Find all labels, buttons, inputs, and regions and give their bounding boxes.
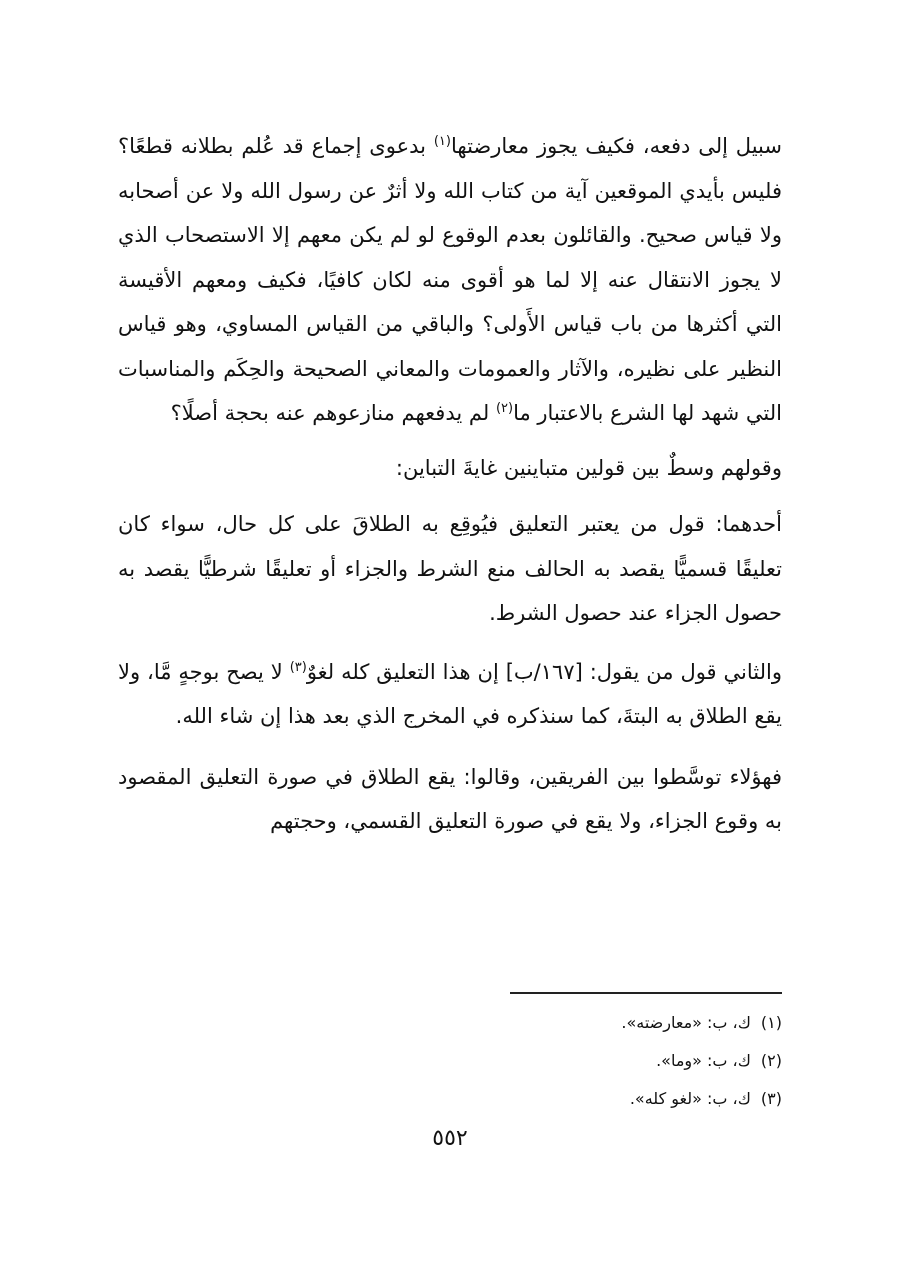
paragraph-1-text-b: بدعوى إجماع قد عُلم بطلانه قطعًا؟ فليس بأيدي الموقعين آية من كتاب الله ولا أثرٌ عن رسول الله ولا عن أصحابه ولا قياس صحيح. والقائلون بعدم الوقوع لو لم يكن معهم إلا الاستصحاب الذي لا يجوز الانتقال عنه إلا لما هو أقوى منه لكان كافيًا، فكيف ومعهم الأقيسة التي أكثرها من باب قياس الأَولى؟ والباقي من القياس المساوي، وهو قياس النظير على نظيره، والآثار والعمومات والمعاني الصحيحة والحِكَم والمناسبات التي شهد لها الشرع بالاعتبار ما bbox=[118, 134, 782, 425]
paragraph-1 bbox=[118, 124, 782, 436]
footnotes bbox=[118, 1004, 782, 1118]
footnote-ref-3: (٣) bbox=[289, 659, 307, 675]
footnote-3 bbox=[118, 1080, 782, 1118]
paragraph-1-text-c: لم يدفعهم منازعوهم عنه بحجة أصلًا؟ bbox=[170, 401, 496, 425]
footnote-1 bbox=[118, 1004, 782, 1042]
footnote-ref-1: (١) bbox=[433, 134, 451, 149]
footnote-3-text: ك، ب: «لغو كله». bbox=[629, 1089, 751, 1108]
paragraph-3 bbox=[118, 502, 782, 636]
footnote-2 bbox=[118, 1042, 782, 1080]
paragraph-4-text-a: والثاني قول من يقول: [١٦٧/ب] إن هذا التعليق كله لغوٌ bbox=[306, 659, 782, 684]
footnote-1-number: (١) bbox=[760, 1013, 782, 1032]
footnote-2-text: ك، ب: «وما». bbox=[656, 1051, 751, 1070]
footnote-separator bbox=[510, 992, 782, 994]
paragraph-5 bbox=[118, 755, 782, 844]
footnote-3-number: (٣) bbox=[760, 1089, 782, 1108]
footnote-2-number: (٢) bbox=[760, 1051, 782, 1070]
paragraph-1-text-a: سبيل إلى دفعه، فكيف يجوز معارضتها bbox=[450, 134, 782, 158]
paragraph-3-text: أحدهما: قول من يعتبر التعليق فيُوقِع به الطلاقَ على كل حال، سواء كان تعليقًا قسميًّا يقصد به الحالف منع الشرط والجزاء أو تعليقًا شرطيًّا يقصد به حصول الجزاء عند حصول الشرط. bbox=[118, 512, 782, 625]
paragraph-4 bbox=[118, 650, 782, 739]
paragraph-4-text-b: لا يصح بوجهٍ مَّا، ولا يقع الطلاق به البتةَ، كما سنذكره في المخرج الذي بعد هذا إن شاء الله. bbox=[118, 659, 782, 728]
paragraph-2-text: وقولهم وسطٌ بين قولين متباينين غايةَ التباين: bbox=[395, 455, 782, 480]
footnote-ref-2: (٢) bbox=[495, 401, 514, 416]
main-text bbox=[118, 124, 782, 844]
paragraph-5-text: فهؤلاء توسَّطوا بين الفريقين، وقالوا: يقع الطلاق في صورة التعليق المقصود به وقوع الجزاء، ولا يقع في صورة التعليق القسمي، وحجتهم bbox=[118, 764, 782, 833]
footnote-1-text: ك، ب: «معارضته». bbox=[621, 1013, 751, 1032]
page-number: ٥٥٢ bbox=[432, 1126, 468, 1151]
paragraph-2 bbox=[118, 446, 782, 491]
